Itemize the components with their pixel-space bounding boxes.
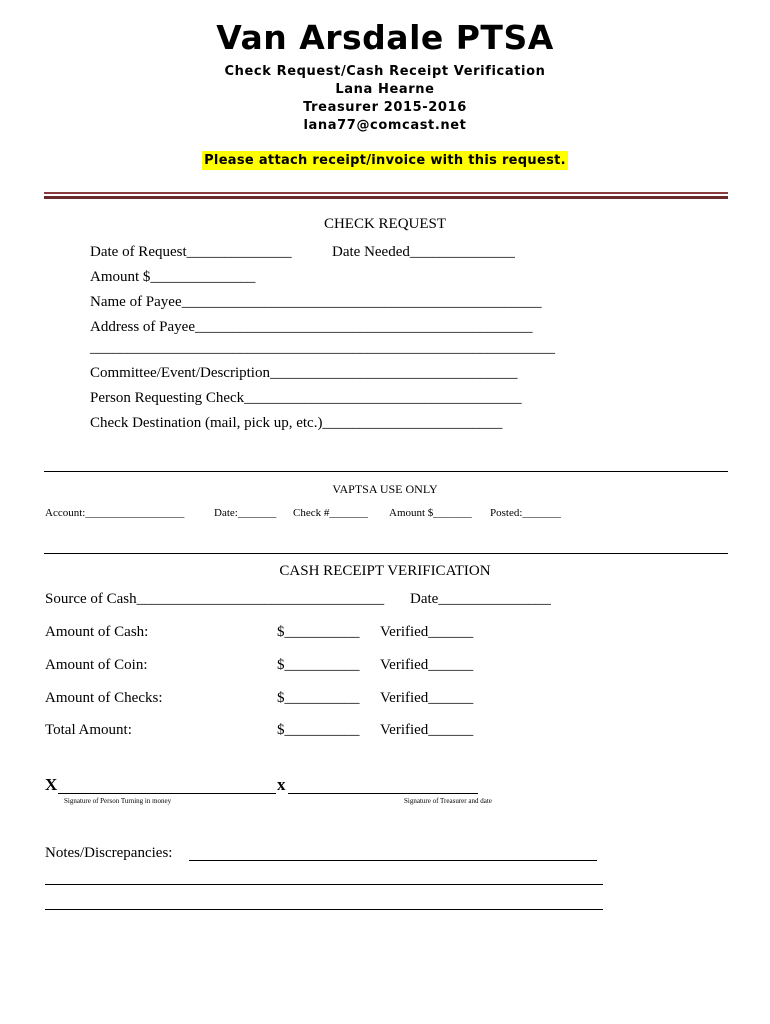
vaptsa-title: VAPTSA USE ONLY (332, 482, 438, 496)
notes-label: Notes/Discrepancies: (45, 845, 173, 861)
section-divider (44, 553, 728, 554)
header-divider-bottom (44, 196, 728, 199)
amount-field[interactable]: Amount $______________ (90, 269, 256, 285)
total-verified-field[interactable]: Verified______ (380, 722, 474, 738)
check-number-field[interactable]: Check #_______ (293, 507, 368, 519)
cash-receipt-title: CASH RECEIPT VERIFICATION (279, 563, 491, 579)
payee-name-field[interactable]: Name of Payee________________________________________________ (90, 294, 542, 310)
check-request-title: CHECK REQUEST (323, 216, 447, 232)
treasurer-role: Treasurer 2015-2016 (303, 100, 467, 115)
vaptsa-date-field[interactable]: Date:_______ (214, 507, 277, 519)
check-destination-field[interactable]: Check Destination (mail, pick up, etc.)________________________ (90, 415, 503, 431)
cash-verified-field[interactable]: Verified______ (380, 624, 474, 640)
cash-date-field[interactable]: Date_______________ (410, 591, 551, 607)
person-requesting-field[interactable]: Person Requesting Check_____________________________________ (90, 390, 522, 406)
signature-caption-person: Signature of Person Turning in money (64, 797, 172, 805)
header-divider-top (44, 192, 728, 194)
payee-address-line2[interactable]: ______________________________________________________________ (90, 340, 555, 356)
notes-line[interactable] (45, 884, 603, 885)
coin-verified-field[interactable]: Verified______ (380, 657, 474, 673)
total-row-label: Total Amount: (45, 722, 132, 738)
cash-row-label: Amount of Cash: (45, 624, 149, 640)
date-of-request-field[interactable]: Date of Request______________ (90, 244, 292, 260)
date-needed-field[interactable]: Date Needed______________ (332, 244, 515, 260)
coin-row-label: Amount of Coin: (45, 657, 148, 673)
total-amount-field[interactable]: $__________ (277, 722, 360, 738)
signature-mark-person: X (45, 775, 58, 794)
posted-field[interactable]: Posted:_______ (490, 507, 561, 519)
signature-line-treasurer[interactable] (288, 793, 478, 794)
treasurer-email: lana77@comcast.net (303, 118, 467, 133)
notes-line[interactable] (189, 860, 597, 861)
checks-amount-field[interactable]: $__________ (277, 690, 360, 706)
receipt-notice: Please attach receipt/invoice with this request. (204, 153, 566, 168)
notice-block (0, 151, 770, 169)
coin-amount-field[interactable]: $__________ (277, 657, 360, 673)
form-subtitle: Check Request/Cash Receipt Verification (224, 64, 546, 79)
signature-mark-treasurer: x (277, 775, 286, 794)
page-title: Van Arsdale PTSA (216, 18, 554, 57)
vaptsa-amount-field[interactable]: Amount $_______ (389, 507, 472, 519)
account-field[interactable]: Account:__________________ (45, 507, 185, 519)
notes-line[interactable] (45, 909, 603, 910)
payee-address-field[interactable]: Address of Payee_____________________________________________ (90, 319, 533, 335)
signature-line-person[interactable] (58, 793, 276, 794)
section-divider (44, 471, 728, 472)
checks-row-label: Amount of Checks: (45, 690, 163, 706)
signature-caption-treasurer: Signature of Treasurer and date (404, 797, 492, 805)
treasurer-name: Lana Hearne (335, 82, 435, 97)
source-of-cash-field[interactable]: Source of Cash_________________________________ (45, 591, 385, 607)
checks-verified-field[interactable]: Verified______ (380, 690, 474, 706)
cash-amount-field[interactable]: $__________ (277, 624, 360, 640)
committee-field[interactable]: Committee/Event/Description_________________________________ (90, 365, 518, 381)
